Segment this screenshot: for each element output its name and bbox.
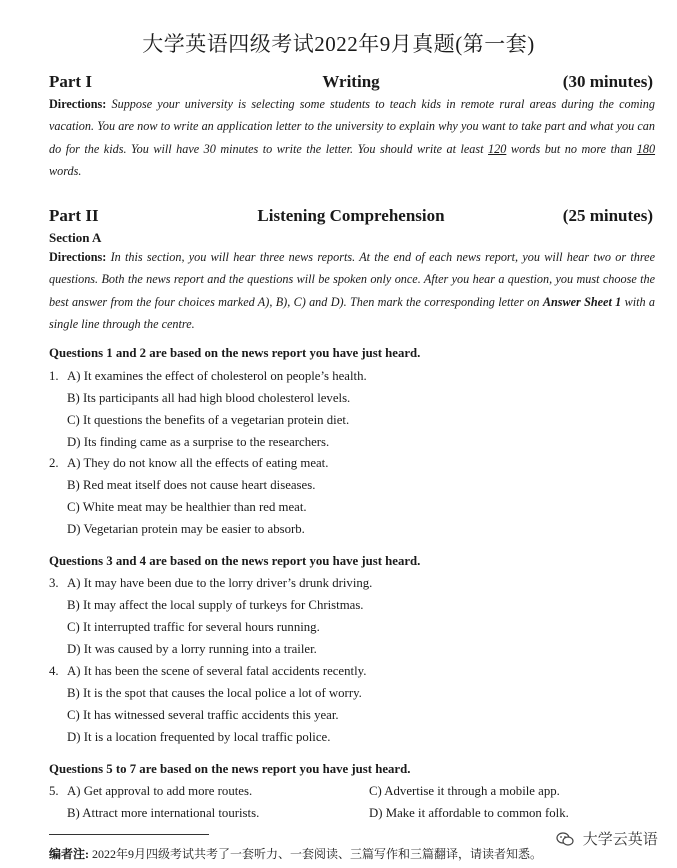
question-option: B) Attract more international tourists. xyxy=(67,806,260,820)
part1-max-words: 180 xyxy=(636,141,656,156)
question-option: B) It is the spot that causes the local police a lot of worry. xyxy=(67,686,362,700)
part1-label: Part I xyxy=(49,72,92,91)
part1-directions-text-2: words but no more than xyxy=(510,141,633,156)
part2-name: Listening Comprehension xyxy=(257,206,445,225)
question-option: C) Advertise it through a mobile app. xyxy=(369,784,560,798)
question-number: 4. xyxy=(49,664,59,678)
part1-directions-text-3: words. xyxy=(49,163,82,178)
question-option: D) Its finding came as a surprise to the researchers. xyxy=(67,435,330,449)
question-option: C) It questions the benefits of a vegetarian protein diet. xyxy=(67,413,350,427)
question-option: A) Get approval to add more routes. xyxy=(67,784,253,798)
part1-directions xyxy=(49,93,655,182)
question-option: D) Make it affordable to common folk. xyxy=(369,806,569,820)
part1-name: Writing xyxy=(322,72,380,91)
watermark-text: 大学云英语 xyxy=(582,830,658,848)
question-group-heading: Questions 1 and 2 are based on the news report you have just heard. xyxy=(49,346,421,360)
part2-directions-text-1: In this section, you will hear three news reports. At the end of each news report, you will hear two or three questions. Both the news report and the questions will be spoken only once. After you hear a question, you must choose the best answer from the four choices marked A), B), C) and D). Then mark the corresponding letter on xyxy=(49,250,655,309)
footer-divider xyxy=(49,834,209,835)
editor-note xyxy=(49,845,579,862)
question-option: D) It is a location frequented by local traffic police. xyxy=(67,730,331,744)
question-option: B) Its participants all had high blood cholesterol levels. xyxy=(67,391,351,405)
part1-directions-text-1: Suppose your university is selecting some students to teach kids in remote rural areas during the coming vacation. You are now to write an application letter to the university to explain why you want to take part and what you can do for the kids. You will have 30 minutes to write the letter. You should write at least xyxy=(49,97,655,156)
part1-time: (30 minutes) xyxy=(562,72,653,91)
question-option: C) It has witnessed several traffic accidents this year. xyxy=(67,708,339,722)
part1-min-words: 120 xyxy=(488,141,507,156)
question-option: A) It examines the effect of cholesterol on people’s health. xyxy=(67,369,367,383)
question-group-heading: Questions 5 to 7 are based on the news report you have just heard. xyxy=(49,762,411,776)
question-number: 1. xyxy=(49,369,59,383)
watermark xyxy=(552,826,662,851)
question-number: 2. xyxy=(49,456,59,470)
part1-directions-label: Directions: xyxy=(49,97,107,111)
question-option: C) It interrupted traffic for several hours running. xyxy=(67,620,320,634)
question-option: B) Red meat itself does not cause heart diseases. xyxy=(67,478,316,492)
part2-label: Part II xyxy=(49,206,99,225)
section-a-label: Section A xyxy=(49,230,102,245)
question-group-heading: Questions 3 and 4 are based on the news report you have just heard. xyxy=(49,554,421,568)
question-option: A) They do not know all the effects of eating meat. xyxy=(67,456,329,470)
question-option: A) It may have been due to the lorry driver’s drunk driving. xyxy=(67,576,373,590)
question-option: D) Vegetarian protein may be easier to absorb. xyxy=(67,522,305,536)
question-number: 3. xyxy=(49,576,59,590)
editor-note-text: 2022年9月四级考试共考了一套听力、一套阅读、三篇写作和三篇翻译，请读者知悉。 xyxy=(92,847,543,861)
answer-sheet-name: Answer Sheet 1 xyxy=(542,294,622,309)
question-option: A) It has been the scene of several fatal accidents recently. xyxy=(67,664,367,678)
part2-header xyxy=(49,206,653,230)
editor-note-label: 编者注: xyxy=(49,847,89,861)
question-number: 5. xyxy=(49,784,59,798)
part2-directions-text-2: with a single line through the centre. xyxy=(49,294,656,331)
page-title: 大学英语四级考试2022年9月真题(第一套) xyxy=(142,32,535,56)
part2-time: (25 minutes) xyxy=(562,206,653,225)
question-option: D) It was caused by a lorry running into a trailer. xyxy=(67,642,317,656)
question-option: C) White meat may be healthier than red meat. xyxy=(67,500,307,514)
part2-directions xyxy=(49,246,655,335)
wechat-icon xyxy=(556,832,574,846)
question-option: B) It may affect the local supply of turkeys for Christmas. xyxy=(67,598,364,612)
part2-directions-label: Directions: xyxy=(49,250,107,264)
